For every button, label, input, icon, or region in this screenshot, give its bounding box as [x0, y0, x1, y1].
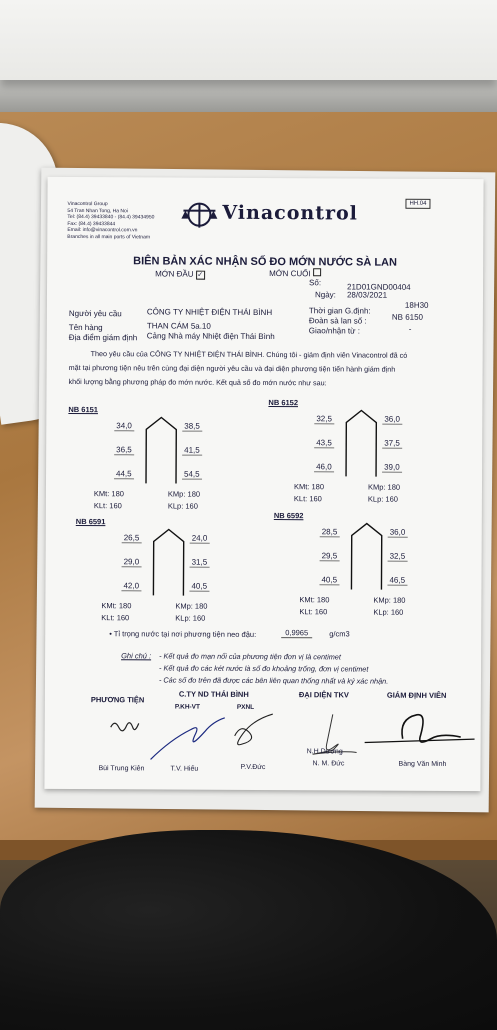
company-info	[67, 201, 154, 240]
sig-dai-dien-tkv: ĐẠI DIỆN TKV	[299, 690, 349, 699]
barge-gauge	[273, 511, 464, 622]
signer-name-4: N.H.Dương	[307, 748, 343, 755]
sig-cty-nd: C.TY ND THÁI BÌNH	[179, 690, 249, 699]
draft-right-value: 32,5	[388, 552, 408, 562]
mon-cuoi	[269, 268, 321, 278]
barge-outline-icon	[144, 415, 178, 485]
barge-name: NB 6591	[76, 517, 106, 526]
note-2: - Kết quả đo các két nước là số đo khoảng trống, đơn vị centimet	[159, 663, 368, 673]
draft-left-value: 40,5	[319, 575, 339, 585]
draft-left-value: 36,5	[114, 445, 134, 455]
barge-outline-icon	[344, 408, 378, 478]
ngay-label: Ngày:	[315, 290, 336, 299]
barge-gauge	[75, 517, 266, 628]
mon-dau	[155, 269, 205, 279]
draft-left-value: 46,0	[314, 462, 334, 472]
nguoi-yeu-cau-label: Người yêu cầu	[69, 309, 122, 318]
draft-right-value: 38,5	[182, 422, 202, 432]
draft-right-value: 36,0	[382, 415, 402, 425]
intro-line-3: khối lượng bằng phương pháp đo mớn nước. Kết quả số đo mớn nước như sau:	[69, 377, 327, 387]
giao-nhan-value: -	[409, 325, 412, 334]
draft-left-value: 32,5	[314, 414, 334, 424]
barge-name: NB 6152	[268, 398, 298, 407]
draft-right-value: 31,5	[190, 558, 210, 568]
doan-sa-lan-label: Đoàn sà lan số :	[309, 316, 367, 325]
barge-klt: KLt: 160	[299, 607, 327, 616]
barge-gauge	[268, 398, 459, 509]
company-name: Vinacontrol Group	[67, 201, 154, 208]
barge-klt: KLt: 160	[294, 494, 322, 503]
density-unit: g/cm3	[329, 629, 349, 638]
draft-left-value: 29,5	[320, 551, 340, 561]
draft-right-value: 54,5	[182, 470, 202, 480]
so-value: 21D01GND00404	[347, 282, 411, 291]
note-1: - Kết quả đo mạn nổi của phương tiện đơn vị là centimet	[159, 651, 341, 661]
background-paper-stack	[0, 78, 497, 112]
draft-right-value: 24,0	[190, 534, 210, 544]
barge-kmp: KMp: 180	[373, 596, 405, 605]
document-title: BIÊN BẢN XÁC NHẬN SỐ ĐO MỚN NƯỚC SÀ LAN	[133, 255, 397, 268]
draft-left-value: 42,0	[121, 581, 141, 591]
doan-sa-lan-value: NB 6150	[392, 313, 423, 322]
thoi-gian-value: 18H30	[405, 301, 429, 310]
draft-right-value: 37,5	[382, 439, 402, 449]
signer-name-6: Bàng Văn Minh	[399, 761, 447, 768]
draft-left-value: 34,0	[114, 421, 134, 431]
mon-dau-label: MỚN ĐẦU	[155, 269, 193, 278]
barge-name: NB 6592	[274, 511, 304, 520]
sig-pkhvt: P.KH-VT	[175, 704, 200, 711]
so-label: Số:	[309, 278, 321, 287]
barge-outline-icon	[151, 527, 185, 597]
scale-logo-icon	[179, 202, 219, 230]
barge-gauge	[68, 405, 259, 516]
density-value: 0,9965	[281, 628, 312, 638]
barge-kmp: KMp: 180	[368, 483, 400, 492]
giao-nhan-label: Giao/nhận từ :	[309, 326, 360, 335]
draft-left-value: 44,5	[114, 469, 134, 479]
barge-name: NB 6151	[68, 405, 98, 414]
barge-kmt: KMt: 180	[294, 482, 324, 491]
ten-hang-label: Tên hàng	[69, 323, 103, 332]
density-label: • Tỉ trọng nước tại nơi phương tiện neo đậu:	[109, 629, 256, 639]
company-fax: Fax: (84.4) 39433844	[67, 220, 154, 227]
unchecked-box-icon	[313, 268, 321, 276]
barge-klp: KLp: 160	[175, 614, 205, 623]
dia-diem-label: Địa điểm giám định	[69, 333, 138, 342]
signer-name-2: T.V. Hiếu	[170, 766, 198, 773]
barge-klp: KLp: 160	[373, 608, 403, 617]
sig-phuong-tien: PHƯƠNG TIỆN	[91, 695, 145, 704]
note-3: - Các số đo trên đã được các bên liên quan thống nhất và ký xác nhận.	[159, 675, 388, 685]
handwritten-signatures	[85, 707, 475, 769]
draft-right-value: 39,0	[382, 463, 402, 473]
draft-left-value: 29,0	[122, 557, 142, 567]
sig-giam-dinh-vien: GIÁM ĐỊNH VIÊN	[387, 691, 447, 700]
barge-klp: KLp: 160	[168, 501, 198, 510]
draft-left-value: 26,5	[122, 533, 142, 543]
barge-kmt: KMt: 180	[101, 601, 131, 610]
draft-right-value: 36,0	[388, 528, 408, 538]
company-branches: Branches in all main ports of Vietnam	[67, 233, 154, 240]
company-address: 54 Tran Nhan Tong, Ha Noi	[67, 207, 154, 214]
signer-name-1: Bùi Trung Kiên	[98, 765, 144, 772]
draft-left-value: 28,5	[320, 527, 340, 537]
notes-label: Ghi chú :	[121, 651, 151, 660]
logo	[179, 202, 219, 232]
signer-name-3: P.V.Đức	[240, 764, 265, 771]
ngay-value: 28/03/2021	[347, 290, 387, 299]
thoi-gian-label: Thời gian G.định:	[309, 306, 371, 315]
background-paper	[0, 0, 497, 80]
draft-left-value: 43,5	[314, 438, 334, 448]
barge-outline-icon	[349, 521, 383, 591]
barge-klt: KLt: 160	[94, 501, 122, 510]
logo-wordmark: Vinacontrol	[222, 202, 358, 225]
company-email: Email: info@vinacontrol.com.vn	[67, 227, 154, 234]
checked-box-icon: ✓	[196, 271, 205, 280]
barge-kmt: KMt: 180	[299, 595, 329, 604]
document-sheet	[44, 177, 483, 791]
sig-pxnl: PXNL	[237, 704, 254, 711]
barge-kmp: KMp: 180	[175, 602, 207, 611]
intro-line-1: Theo yêu cầu của CÔNG TY NHIỆT ĐIỆN THÁI BÌNH. Chúng tôi - giám định viên Vinacontrol đã có	[91, 349, 408, 360]
nguoi-yeu-cau-value: CÔNG TY NHIỆT ĐIỆN THÁI BÌNH	[147, 307, 272, 317]
draft-right-value: 40,5	[189, 582, 209, 592]
draft-right-value: 41,5	[182, 446, 202, 456]
barge-kmp: KMp: 180	[168, 489, 200, 498]
barge-klt: KLt: 160	[101, 613, 129, 622]
mon-cuoi-label: MỚN CUỐI	[269, 269, 311, 278]
company-tel: Tel: (84.4) 39433840 - (84.4) 39434950	[67, 214, 154, 221]
dia-diem-value: Cảng Nhà máy Nhiệt điện Thái Bình	[147, 331, 275, 341]
intro-line-2: mặt tại phương tiện nêu trên cùng đại diện người yêu cầu và đại diện phương tiện tiến hành giám định	[69, 363, 396, 374]
ten-hang-value: THAN CÁM 5a.10	[147, 321, 211, 330]
barge-kmt: KMt: 180	[94, 489, 124, 498]
barge-klp: KLp: 160	[368, 495, 398, 504]
signer-name-5: N. M. Đức	[313, 760, 345, 767]
draft-right-value: 46,5	[387, 576, 407, 586]
form-code: HH.04	[405, 199, 430, 209]
